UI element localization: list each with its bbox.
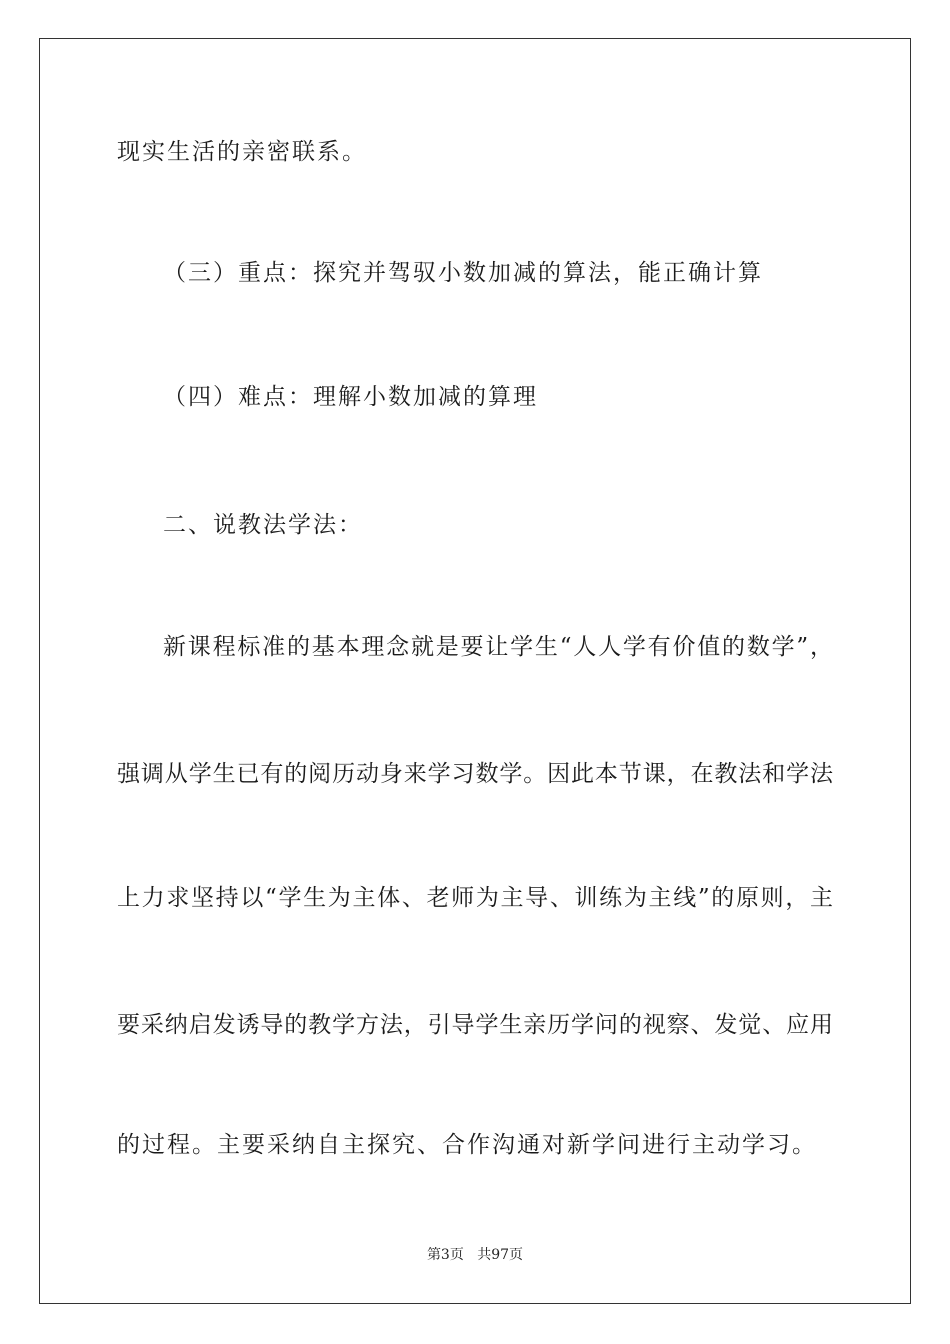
paragraph-line-6: 的过程。主要采纳自主探究、合作沟通对新学问进行主动学习。 [117, 1132, 817, 1158]
heading-key-point: （三）重点：探究并驾驭小数加减的算法，能正确计算 [163, 260, 763, 286]
paragraph-line-2: 新课程标准的基本理念就是要让学生“人人学有价值的数学”， [163, 634, 833, 660]
page-total: 共97页 [477, 1247, 524, 1263]
page-footer [0, 1246, 950, 1264]
section-heading-methods: 二、说教法学法： [163, 512, 363, 538]
paragraph-line-3: 强调从学生已有的阅历动身来学习数学。因此本节课，在教法和学法 [117, 761, 833, 787]
paragraph-line-5: 要采纳启发诱导的教学方法，引导学生亲历学问的视察、发觉、应用 [117, 1012, 833, 1038]
paragraph-line-1: 现实生活的亲密联系。 [117, 139, 367, 165]
paragraph-line-4: 上力求坚持以“学生为主体、老师为主导、训练为主线”的原则，主 [117, 885, 833, 911]
page-number: 第3页 [426, 1247, 464, 1263]
page-border [39, 38, 911, 1304]
heading-difficulty: （四）难点：理解小数加减的算理 [163, 384, 538, 410]
